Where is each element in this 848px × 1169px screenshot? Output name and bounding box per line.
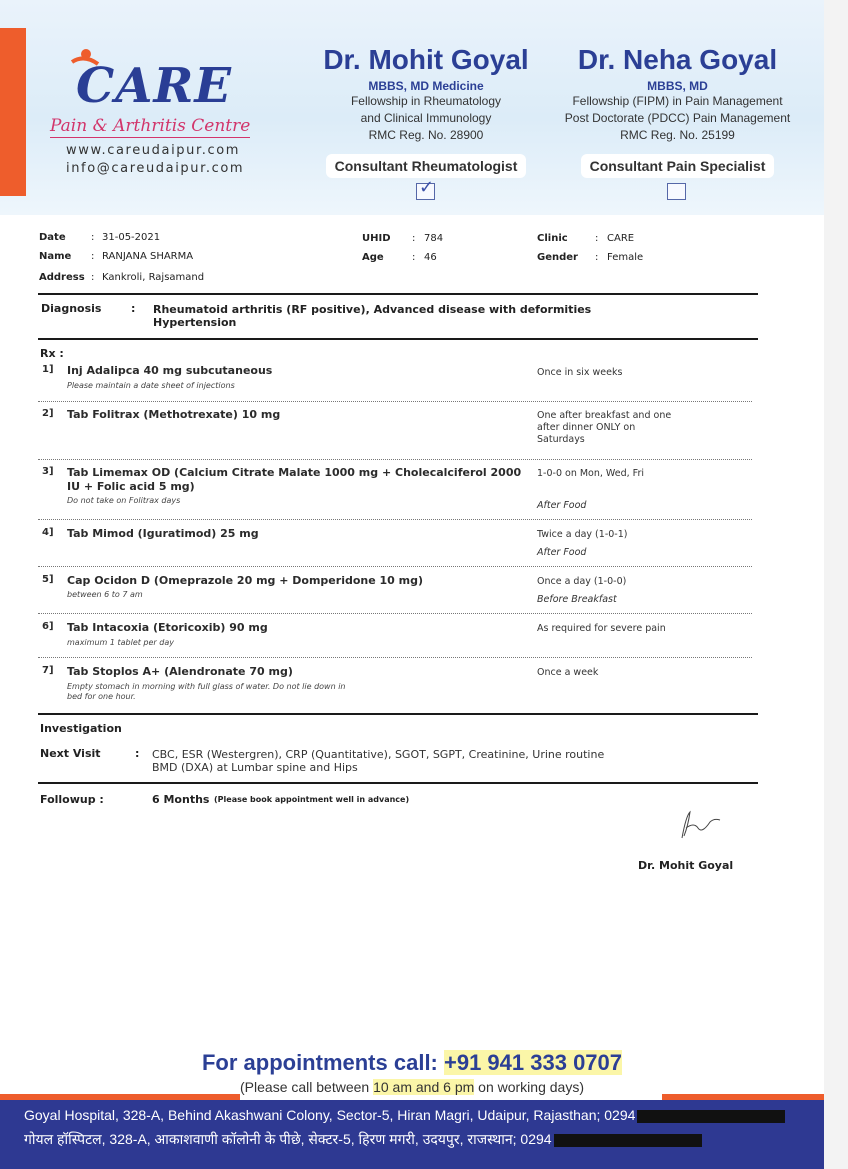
medicine-item: [40, 364, 755, 412]
consultant-rheumatologist-checkbox[interactable]: [416, 177, 435, 200]
uhid-value: 784: [424, 233, 444, 244]
doctor-degree: MBBS, MD: [647, 79, 708, 93]
medicine-number: 7]: [42, 665, 54, 676]
gender-label: Gender: [537, 252, 578, 263]
doctor-role-badge: Consultant Rheumatologist: [326, 154, 527, 178]
clinic-email: info@careudaipur.com: [66, 161, 245, 176]
uhid-colon: :: [412, 233, 416, 244]
medicine-timing: After Food: [537, 500, 587, 511]
investigation-label: Investigation: [40, 722, 122, 735]
orange-accent-tab: [0, 28, 26, 196]
medicine-name: Tab Stoplos A+ (Alendronate 70 mg): [67, 665, 293, 678]
medicine-item: [40, 408, 755, 456]
appointment-line: [0, 1050, 824, 1076]
medicine-dosage: 1-0-0 on Mon, Wed, Fri: [537, 468, 645, 479]
medicine-dosage: Once a day (1-0-0): [537, 576, 627, 587]
investigation-tests-bmd: BMD (DXA) at Lumbar spine and Hips: [152, 761, 358, 774]
clinic-logo-wordmark: CARE: [76, 58, 232, 114]
appointment-hours-suffix: on working days): [474, 1079, 584, 1095]
followup-value: 6 Months: [152, 793, 210, 806]
medicine-item: [40, 466, 755, 514]
diagnosis-primary: Rheumatoid arthritis (RF positive), Advanced disease with deformities: [153, 303, 592, 316]
doctor-role-badge: Consultant Pain Specialist: [581, 154, 775, 178]
dotted-divider: [38, 566, 752, 567]
doctor-qualification: Fellowship (FIPM) in Pain Management: [572, 94, 783, 108]
patient-name: RANJANA SHARMA: [102, 251, 194, 262]
doctor-registration: RMC Reg. No. 28900: [368, 128, 484, 142]
consultant-pain-specialist-checkbox[interactable]: [667, 183, 686, 200]
medicine-number: 4]: [42, 527, 54, 538]
diagnosis-colon: :: [131, 302, 136, 315]
clinic-value: CARE: [607, 233, 635, 244]
medicine-number: 3]: [42, 466, 54, 477]
patient-address: Kankroli, Rajsamand: [102, 272, 205, 283]
address-label: Address: [39, 272, 85, 283]
dotted-divider: [38, 519, 752, 520]
appointment-phone[interactable]: +91 941 333 0707: [444, 1050, 623, 1075]
next-visit-colon: :: [135, 747, 140, 760]
divider: [38, 782, 758, 784]
name-colon: :: [91, 251, 95, 262]
doctor-mohit-goyal: [310, 44, 542, 178]
clinic-colon: :: [595, 233, 599, 244]
footer-address-english: [24, 1107, 785, 1123]
redacted-phone: [637, 1110, 785, 1123]
clinic-website: www.careudaipur.com: [66, 143, 241, 158]
gender-value: Female: [607, 252, 644, 263]
appointment-hours-prefix: (Please call between: [240, 1079, 374, 1095]
date-colon: :: [91, 232, 95, 243]
doctor-qualification: and Clinical Immunology: [360, 111, 492, 125]
medicine-number: 2]: [42, 408, 54, 419]
gender-colon: :: [595, 252, 599, 263]
doctor-neha-goyal: [555, 44, 800, 178]
followup-note: (Please book appointment well in advance): [214, 795, 410, 804]
divider: [38, 338, 758, 340]
medicine-item: [40, 621, 755, 669]
date-value: 31-05-2021: [102, 232, 161, 243]
medicine-timing: Before Breakfast: [537, 594, 617, 605]
clinic-label: Clinic: [537, 233, 568, 244]
medicine-dosage: Once a week: [537, 667, 599, 678]
dotted-divider: [38, 401, 752, 402]
signature-icon: [676, 808, 722, 844]
uhid-label: UHID: [362, 233, 391, 244]
medicine-dosage: Twice a day (1-0-1): [537, 529, 628, 540]
medicine-item: [40, 665, 755, 713]
divider: [38, 293, 758, 295]
medicine-note: maximum 1 tablet per day: [67, 638, 174, 647]
investigation-tests: CBC, ESR (Westergren), CRP (Quantitative), SGOT, SGPT, Creatinine, Urine routine: [152, 748, 605, 761]
doctor-qualification: Fellowship in Rheumatology: [350, 94, 502, 108]
rx-label: Rx :: [40, 347, 64, 360]
signature-name: Dr. Mohit Goyal: [638, 859, 734, 872]
medicine-timing: After Food: [537, 547, 587, 558]
doctor-degree: MBBS, MD Medicine: [368, 79, 484, 93]
medicine-note: between 6 to 7 am: [67, 590, 143, 599]
appointment-prefix: For appointments call:: [201, 1050, 444, 1075]
redacted-phone: [554, 1134, 702, 1147]
medicine-name: Tab Folitrax (Methotrexate) 10 mg: [67, 408, 281, 421]
dotted-divider: [38, 459, 752, 460]
medicine-number: 1]: [42, 364, 54, 375]
medicine-name: Inj Adalipca 40 mg subcutaneous: [67, 364, 273, 377]
date-label: Date: [39, 232, 66, 243]
medicine-note: Do not take on Folitrax days: [67, 496, 181, 505]
checkmark-icon: ✓: [419, 177, 435, 198]
age-colon: :: [412, 252, 416, 263]
name-label: Name: [39, 251, 72, 262]
footer-address-hindi: [24, 1130, 702, 1149]
dotted-divider: [38, 657, 752, 658]
doctor-qualification: Post Doctorate (PDCC) Pain Management: [564, 111, 791, 125]
medicine-name: Tab Intacoxia (Etoricoxib) 90 mg: [67, 621, 268, 634]
medicine-dosage: One after breakfast and one after dinner ONLY on Saturdays: [537, 410, 672, 445]
address-hindi-text: गोयल हॉस्पिटल, 328-A, आकाशवाणी कॉलोनी के पीछे, सेक्टर-5, हिरण मगरी, उदयपुर, राजस्थान; 0294: [24, 1131, 552, 1147]
medicine-item: [40, 527, 755, 575]
medicine-name: Tab Mimod (Iguratimod) 25 mg: [67, 527, 259, 540]
followup-label: Followup :: [40, 793, 104, 806]
dotted-divider: [38, 613, 752, 614]
medicine-note: Empty stomach in morning with full glass of water. Do not lie down in bed for one hour.: [67, 682, 346, 701]
doctor-registration: RMC Reg. No. 25199: [620, 128, 735, 142]
scan-margin: [824, 0, 848, 1169]
medicine-number: 6]: [42, 621, 54, 632]
address-colon: :: [91, 272, 95, 283]
diagnosis-label: Diagnosis: [41, 302, 102, 315]
medicine-name: Tab Limemax OD (Calcium Citrate Malate 1000 mg + Cholecalciferol 2000 IU + Folic acid 5 mg): [67, 466, 522, 493]
medicine-item: [40, 574, 755, 622]
appointment-hours: 10 am and 6 pm: [373, 1079, 475, 1095]
medicine-dosage: Once in six weeks: [537, 367, 623, 378]
medicine-dosage: As required for severe pain: [537, 623, 666, 634]
medicine-note: Please maintain a date sheet of injections: [67, 381, 235, 390]
clinic-tagline: Pain & Arthritis Centre: [50, 116, 251, 136]
next-visit-label: Next Visit: [40, 747, 101, 760]
doctor-name: Dr. Neha Goyal: [577, 44, 778, 75]
address-english-text: Goyal Hospital, 328-A, Behind Akashwani Colony, Sector-5, Hiran Magri, Udaipur, Rajasthan; 0294: [24, 1107, 636, 1123]
medicine-number: 5]: [42, 574, 54, 585]
age-label: Age: [362, 252, 384, 263]
divider: [38, 713, 758, 715]
medicine-name: Cap Ocidon D (Omeprazole 20 mg + Domperidone 10 mg): [67, 574, 424, 587]
doctor-name: Dr. Mohit Goyal: [323, 44, 529, 75]
age-value: 46: [424, 252, 437, 263]
appointment-hours-line: [0, 1079, 824, 1095]
diagnosis-secondary: Hypertension: [153, 316, 237, 329]
